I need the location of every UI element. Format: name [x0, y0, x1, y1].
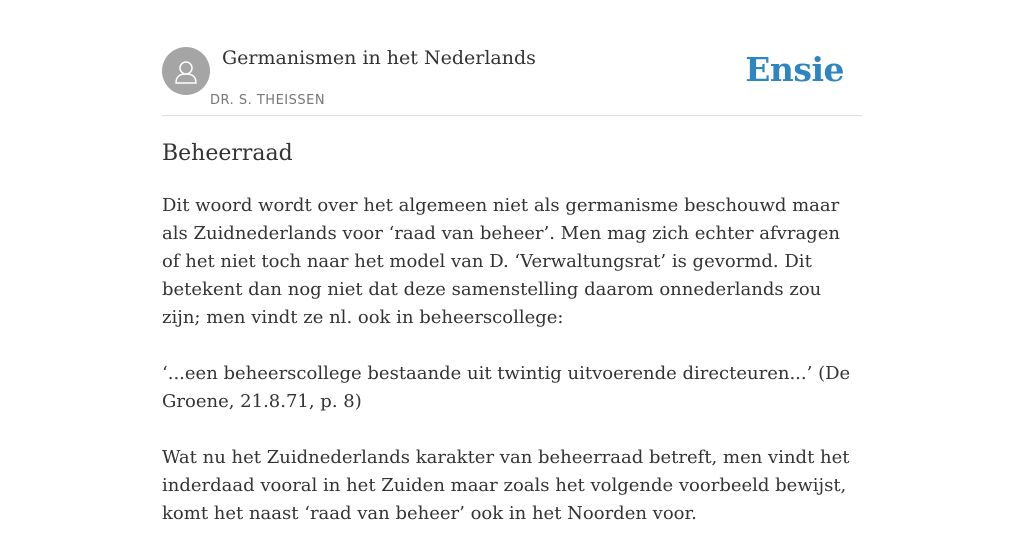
page	[162, 0, 862, 524]
user-placeholder-icon	[162, 47, 210, 95]
entry-content	[162, 192, 862, 556]
author-avatar[interactable]	[162, 47, 210, 95]
entry-quote: ‘...een beheerscollege bestaande uit twintig uitvoerende directeuren...’ (De Groene, 21.8.71, p. 8)	[162, 363, 851, 412]
header-divider	[162, 115, 862, 116]
entry-paragraph: Dit woord wordt over het algemeen niet als germanisme beschouwd maar als Zuidnederlands voor ‘raad van beheer’. Men mag zich echter afvragen of het niet toch naar het model van D. ‘Verwaltungsrat’ is gevormd. Dit betekent dan nog niet dat deze samenstelling daarom onnederlands zou zijn; men vindt ze nl. ook in beheerscollege:	[162, 195, 840, 328]
ensie-logo[interactable]: Ensie	[745, 50, 844, 89]
book-title[interactable]: Germanismen in het Nederlands	[222, 47, 536, 69]
author-name[interactable]: DR. S. THEISSEN	[210, 93, 326, 108]
entry-paragraph: Wat nu het Zuidnederlands karakter van beheerraad betreft, men vindt het inderdaad vooral in het Zuiden maar zoals het volgende voorbeeld bewijst, komt het naast ‘raad van beheer’ ook in het Noorden voor.	[162, 447, 850, 524]
entry-title: Beheerraad	[162, 141, 293, 166]
